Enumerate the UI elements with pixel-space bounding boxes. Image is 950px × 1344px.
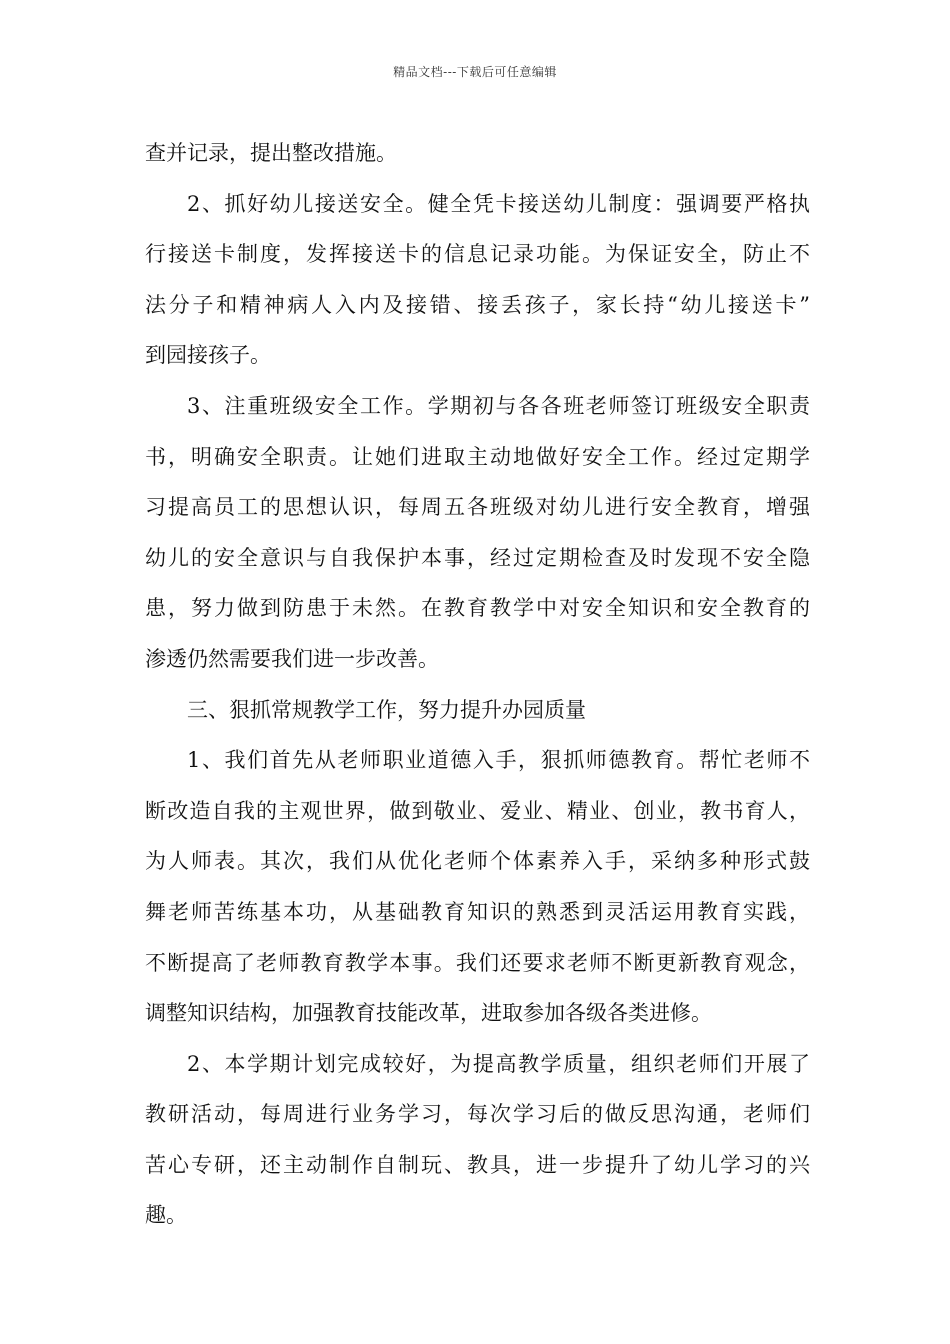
text-line: 书，明确安全职责。让她们进取主动地做好安全工作。经过定期学: [145, 444, 810, 469]
text-line: 断改造自我的主观世界，做到敬业、爱业、精业、创业，教书育人，: [145, 798, 810, 823]
page-header: 精品文档---下载后可任意编辑: [393, 65, 557, 79]
text-line: 舞老师苦练基本功，从基础教育知识的熟悉到灵活运用教育实践，: [145, 899, 810, 924]
text-line: 渗透仍然需要我们进一步改善。: [145, 646, 439, 671]
text-line: 教研活动，每周进行业务学习，每次学习后的做反思沟通，老师们: [145, 1102, 810, 1127]
text-line: 幼儿的安全意识与自我保护本事，经过定期检查及时发现不安全隐: [145, 545, 810, 570]
text-line: 习提高员工的思想认识，每周五各班级对幼儿进行安全教育，增强: [145, 495, 810, 520]
text-line: 查并记录，提出整改措施。: [145, 141, 397, 165]
text-line: 行接送卡制度，发挥接送卡的信息记录功能。为保证安全，防止不: [145, 242, 810, 267]
text-line: 2、抓好幼儿接送安全。健全凭卡接送幼儿制度：强调要严格执: [187, 191, 810, 216]
text-line: 法分子和精神病人入内及接错、接丢孩子，家长持“幼儿接送卡”: [145, 292, 810, 317]
text-line: 2、本学期计划完成较好，为提高教学质量，组织老师们开展了: [187, 1051, 810, 1076]
document-body: [145, 128, 810, 1241]
text-line: 调整知识结构，加强教育技能改革，进取参加各级各类进修。: [145, 1001, 712, 1026]
text-line: 为人师表。其次，我们从优化老师个体素养入手，采纳多种形式鼓: [145, 849, 810, 874]
text-line: 趣。: [145, 1203, 187, 1228]
text-line: 苦心专研，还主动制作自制玩、教具，进一步提升了幼儿学习的兴: [145, 1152, 810, 1177]
text-line: 1、我们首先从老师职业道德入手，狠抓师德教育。帮忙老师不: [187, 748, 810, 773]
text-line: 不断提高了老师教育教学本事。我们还要求老师不断更新教育观念，: [145, 950, 810, 975]
text-line: 3、注重班级安全工作。学期初与各各班老师签订班级安全职责: [187, 393, 810, 418]
text-line: 患，努力做到防患于未然。在教育教学中对安全知识和安全教育的: [145, 596, 810, 621]
text-line: 三、狠抓常规教学工作，努力提升办园质量: [187, 697, 586, 722]
text-line: 到园接孩子。: [145, 343, 271, 368]
